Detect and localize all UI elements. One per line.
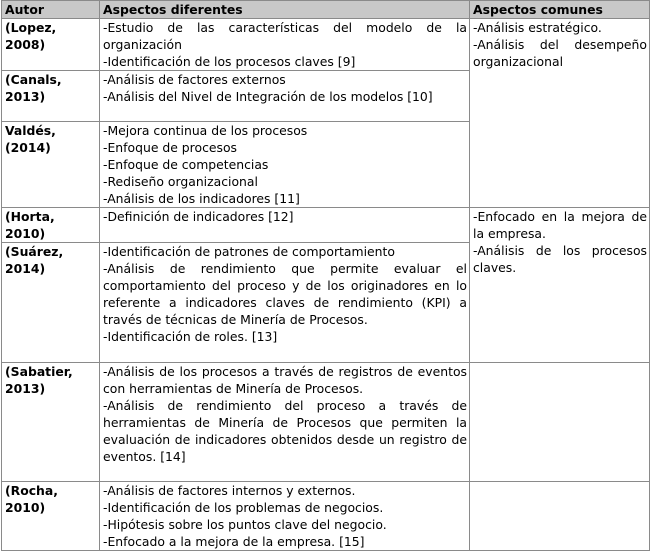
cell-text-line: -Análisis de rendimiento del proceso a través de herramientas de Minería de Procesos que permiten la evaluación de indicadores obtenidos desde un registro de eventos. [14] — [103, 398, 467, 464]
aspectos-diferentes-cell — [100, 363, 470, 482]
cell-text-line: -Análisis de los procesos claves. — [473, 243, 647, 275]
comparison-table — [1, 0, 650, 551]
cell-text-line: -Análisis del Nivel de Integración de los modelos [10] — [103, 89, 433, 104]
author-cell: (Sabatier, 2013) — [2, 363, 100, 482]
cell-text-line: -Análisis de factores internos y externos. — [103, 483, 356, 498]
cell-text-line: -Hipótesis sobre los puntos clave del negocio. — [103, 517, 387, 532]
cell-text-line: -Identificación de los procesos claves [9] — [103, 54, 356, 69]
aspectos-diferentes-cell — [100, 19, 470, 71]
aspectos-diferentes-cell — [100, 71, 470, 122]
cell-text-line: -Rediseño organizacional — [103, 174, 258, 189]
author-cell: (Suárez, 2014) — [2, 243, 100, 363]
aspectos-comunes-empty-cell — [470, 482, 650, 551]
cell-text-line: -Análisis de factores externos — [103, 72, 286, 87]
cell-text-line: -Identificación de roles. [13] — [103, 329, 278, 344]
table-row — [2, 363, 650, 482]
table-row — [2, 482, 650, 551]
header-aspectos-diferentes: Aspectos diferentes — [100, 1, 470, 19]
aspectos-comunes-cell — [470, 19, 650, 208]
author-cell: (Lopez, 2008) — [2, 19, 100, 71]
cell-text-line: -Enfoque de procesos — [103, 140, 237, 155]
table-row — [2, 208, 650, 243]
aspectos-diferentes-cell — [100, 208, 470, 243]
header-autor: Autor — [2, 1, 100, 19]
header-row — [2, 1, 650, 19]
table-row — [2, 19, 650, 71]
cell-text-line: -Análisis de los procesos a través de registros de eventos con herramientas de Minería de Procesos. — [103, 364, 467, 396]
aspectos-comunes-cell — [470, 208, 650, 363]
cell-text-line: -Mejora continua de los procesos — [103, 123, 308, 138]
author-cell: Valdés, (2014) — [2, 122, 100, 208]
aspectos-diferentes-cell — [100, 243, 470, 363]
aspectos-diferentes-cell — [100, 122, 470, 208]
author-cell: (Rocha, 2010) — [2, 482, 100, 551]
aspectos-comunes-empty-cell — [470, 363, 650, 482]
cell-text-line: -Enfoque de competencias — [103, 157, 269, 172]
author-cell: (Canals, 2013) — [2, 71, 100, 122]
cell-text-line: -Análisis de rendimiento que permite evaluar el comportamiento del proceso y de los originadores en lo referente a indicadores claves de rendimiento (KPI) a través de técnicas de Minería de Procesos. — [103, 261, 467, 327]
cell-text-line: -Análisis estratégico. — [473, 20, 602, 35]
cell-text-line: -Identificación de los problemas de negocios. — [103, 500, 384, 515]
cell-text-line: -Análisis de los indicadores [11] — [103, 191, 300, 206]
cell-text-line: -Estudio de las características del modelo de la organización — [103, 20, 467, 52]
cell-text-line: -Definición de indicadores [12] — [103, 209, 294, 224]
cell-text-line: -Enfocado en la mejora de la empresa. — [473, 209, 647, 241]
cell-text-line: -Enfocado a la mejora de la empresa. [15] — [103, 534, 365, 549]
cell-text-line: -Análisis del desempeño organizacional — [473, 37, 647, 69]
header-aspectos-comunes: Aspectos comunes — [470, 1, 650, 19]
aspectos-diferentes-cell — [100, 482, 470, 551]
author-cell: (Horta, 2010) — [2, 208, 100, 243]
cell-text-line: -Identificación de patrones de comportamiento — [103, 244, 395, 259]
